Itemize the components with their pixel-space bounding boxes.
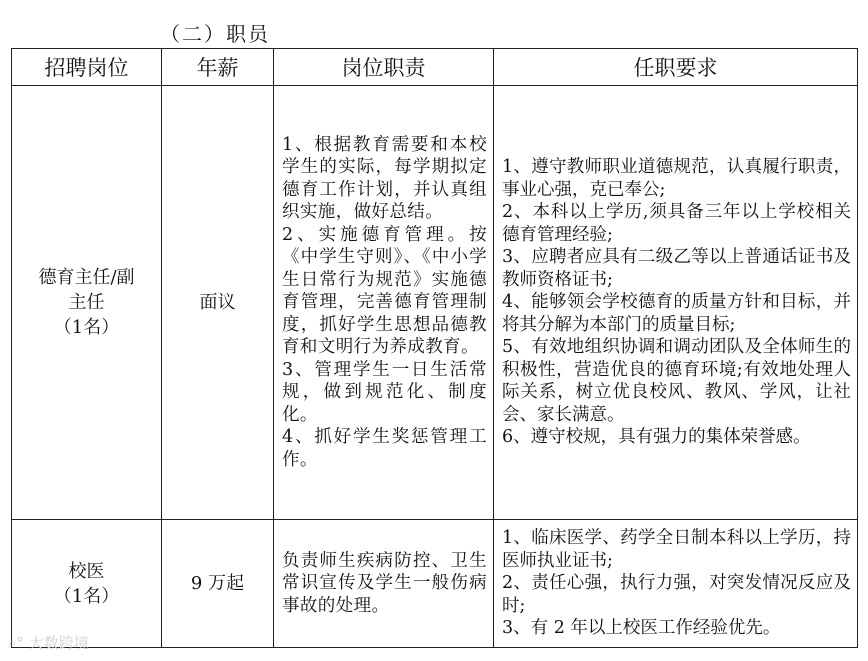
recruitment-table — [11, 48, 858, 648]
position-cell — [12, 86, 162, 520]
position-line: （1名） — [53, 317, 120, 338]
requirement-item: 3、应聘者应具有二级乙等以上普通话证书及教师资格证书; — [502, 247, 851, 290]
table-row — [12, 86, 858, 520]
duty-item: 3、管理学生一日生活常规，做到规范化、制度化。 — [282, 359, 487, 425]
position-line: 德育主任/副 — [38, 267, 135, 288]
header-duties: 岗位职责 — [274, 49, 494, 86]
watermark-logo-icon: ⌕° — [8, 634, 24, 652]
requirement-item: 5、有效地组织协调和调动团队及全体师生的积极性，营造优良的德育环境;有效地处理人际关系，树立优良校风、教风、学风，让社会、家长满意。 — [502, 337, 851, 425]
salary-cell: 面议 — [162, 86, 274, 520]
duty-item: 1、根据教育需要和本校学生的实际，每学期拟定德育工作计划，并认真组织实施，做好总结。 — [282, 134, 487, 223]
header-requirements: 任职要求 — [494, 49, 858, 86]
salary-cell: 9 万起 — [162, 520, 274, 648]
requirement-item: 1、遵守教师职业道德规范，认真履行职责，事业心强，克已奉公; — [502, 157, 851, 200]
table-header-row — [12, 49, 858, 86]
requirement-item: 2、责任心强，执行力强，对突发情况反应及时; — [502, 573, 851, 616]
header-position: 招聘岗位 — [12, 49, 162, 86]
duty-item: 负责师生疾病防控、卫生常识宣传及学生一般伤病事故的处理。 — [282, 550, 487, 616]
position-cell — [12, 520, 162, 648]
duties-cell — [274, 520, 494, 648]
header-salary: 年薪 — [162, 49, 274, 86]
requirements-cell — [494, 86, 858, 520]
requirement-item: 6、遵守校规，具有强力的集体荣誉感。 — [502, 427, 811, 448]
requirement-item: 4、能够领会学校德育的质量方针和目标，并将其分解为本部门的质量目标; — [502, 292, 851, 335]
section-title: （二）职员 — [160, 22, 270, 46]
watermark — [8, 632, 89, 653]
table-row — [12, 520, 858, 648]
requirement-item: 1、临床医学、药学全日制本科以上学历，持医师执业证书; — [502, 528, 851, 571]
requirements-cell — [494, 520, 858, 648]
position-line: 校医 — [68, 560, 105, 582]
duties-cell — [274, 86, 494, 520]
position-line: （1名） — [53, 585, 120, 607]
requirement-item: 3、有 2 年以上校医工作经验优先。 — [502, 618, 781, 639]
watermark-text: 大数跨境 — [28, 634, 89, 652]
duty-item: 4、抓好学生奖惩管理工作。 — [282, 427, 487, 470]
requirement-item: 2、本科以上学历,须具备三年以上学校相关德育管理经验; — [502, 202, 851, 245]
position-line: 主任 — [68, 292, 105, 313]
duty-item: 2、实施德育管理。按《中学生守则》、《中小学生日常行为规范》实施德育管理，完善德育管理制度，抓好学生思想品德教育和文明行为养成教育。 — [282, 224, 487, 358]
